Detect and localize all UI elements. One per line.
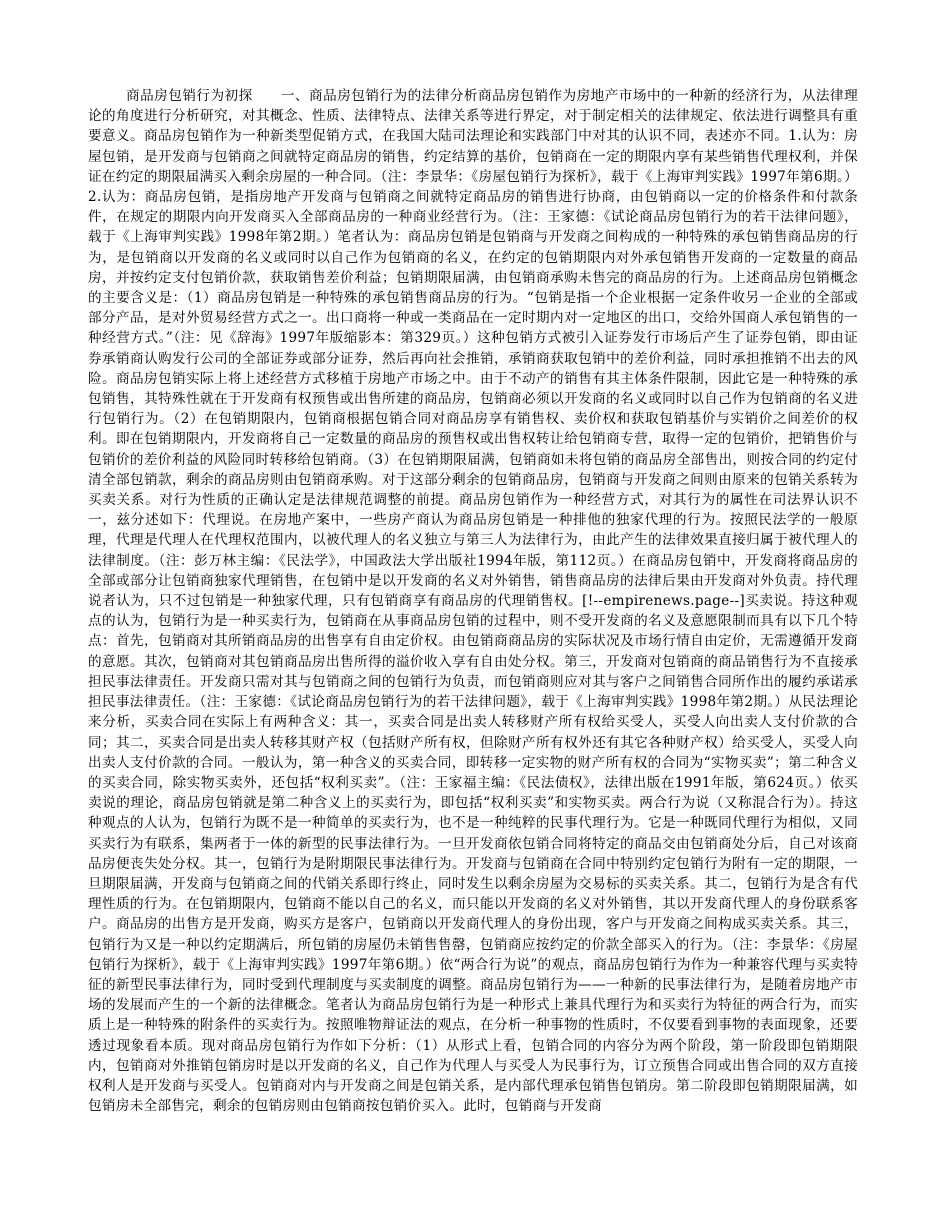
article-text: 商品房包销行为初探 一、商品房包销行为的法律分析商品房包销作为房地产市场中的一种新的经济行为，从法律理论的角度进行分析研究，对其概念、性质、法律特点、法律关系等进行界定，对于制定相关的法律规定、依法进行调整具有重要意义。商品房包销作为一种新类型促销方式，在我国大陆司法理论和实践部门中对其的认识不同，表述亦不同。1.认为：房屋包销，是开发商与包销商之间就特定商品房的销售，约定结算的基价，包销商在一定的期限内享有某些销售代理权利，并保证在约定的期限届满买入剩余房屋的一种合同。（注：李景华：《房屋包销行为探析》，载于《上海审判实践》1997年第6期。）2.认为：商品房包销，是指房地产开发商与包销商之间就特定商品房的销售进行协商，由包销商以一定的价格条件和付款条件，在规定的期限内向开发商买入全部商品房的一种商业经营行为。（注：王家德：《试论商品房包销行为的若干法律问题》，载于《上海审判实践》1998年第2期。）笔者认为：商品房包销是包销商与开发商之间构成的一种特殊的承包销售商品房的行为，是包销商以开发商的名义或同时以自己作为包销商的名义，在约定的包销期限内对外承包销售开发商的一定数量的商品房，并按约定支付包销价款，获取销售差价利益；包销期限届满，由包销商承购未售完的商品房的行为。上述商品房包销概念的主要含义是：（1）商品房包销是一种特殊的承包销售商品房的行为。“包销是指一个企业根据一定条件收另一企业的全部或部分产品，是对外贸易经营方式之一。出口商将一种或一类商品在一定时期内对一定地区的出口，交给外国商人承包销售的一种经营方式。”（注：见《辞海》1997年版缩影本：第329页。）这种包销方式被引入证券发行市场后产生了证券包销，即由证券承销商认购发行公司的全部证券或部分证券，然后再向社会推销，承销商获取包销中的差价利益，同时承担推销不出去的风险。商品房包销实际上将上述经营方式移植于房地产市场之中。由于不动产的销售有其主体条件限制，因此它是一种特殊的承包销售，其特殊性就在于开发商有权预售或出售所建的商品房，包销商必须以开发商的名义或同时以自己作为包销商的名义进行包销行为。（2）在包销期限内，包销商根据包销合同对商品房享有销售权、卖价权和获取包销基价与实销价之间差价的权利。即在包销期限内，开发商将自己一定数量的商品房的预售权或出售权转让给包销商专营，取得一定的包销价，把销售价与包销价的差价利益的风险同时转移给包销商。（3）在包销期限届满，包销商如未将包销的商品房全部售出，则按合同的约定付清全部包销款，剩余的商品房则由包销商承购。对于这部分剩余的包销商品房，包销商与开发商之间则由原来的包销关系转为买卖关系。对行为性质的正确认定是法律规范调整的前提。商品房包销作为一种经营方式，对其行为的属性在司法界认识不一，兹分述如下：代理说。在房地产案中，一些房产商认为商品房包销是一种排他的独家代理的行为。按照民法学的一般原理，代理是代理人在代理权范围内，以被代理人的名义独立与第三人为法律行为，由此产生的法律效果直接归属于被代理人的法律制度。（注：彭万林主编：《民法学》，中国政法大学出版社1994年版，第112页。）在商品房包销中，开发商将商品房的全部或部分让包销商独家代理销售，在包销中是以开发商的名义对外销售，销售商品房的法律后果由开发商对外负责。持代理说者认为，只不过包销是一种独家代理，只有包销商享有商品房的代理销售权。[!--empirenews.page--]买卖说。持这种观点的认为，包销行为是一种买卖行为，包销商在从事商品房包销的过程中，则不受开发商的名义及意愿限制而具有以下几个特点：首先，包销商对其所销商品房的出售享有自由定价权。由包销商商品房的实际状况及市场行情自由定价，无需遵循开发商的意愿。其次，包销商对其包销商品房出售所得的溢价收入享有自由处分权。第三，开发商对包销商的商品销售行为不直接承担民事法律责任。开发商只需对其与包销商之间的包销行为负责，而包销商则应对其与客户之间销售合同所作出的履约承诺承担民事法律责任。（注：王家德：《试论商品房包销行为的若干法律问题》，载于《上海审判实践》1998年第2期。）从民法理论来分析，买卖合同在实际上有两种含义：其一，买卖合同是出卖人转移财产所有权给买受人，买受人向出卖人支付价款的合同；其二，买卖合同是出卖人转移其财产权（包括财产所有权，但除财产所有权外还有其它各种财产权）给买受人，买受人向出卖人支付价款的合同。一般认为，第一种含义的买卖合同，即转移一定实物的财产所有权的合同为“实物买卖”；第二种含义的买卖合同，除实物买卖外，还包括“权利买卖”。（注：王家福主编：《民法债权》，法律出版在1991年版，第624页。）依买卖说的理论，商品房包销就是第二种含义上的买卖行为，即包括“权利买卖”和实物买卖。两合行为说（又称混合行为）。持这种观点的人认为，包销行为既不是一种简单的买卖行为，也不是一种纯粹的民事代理行为。它是一种既同代理行为相似，又同买卖行为有联系，集两者于一体的新型的民事法律行为。一旦开发商依包销合同将特定的商品交由包销商处分后，自己对该商品房便丧失处分权。其一，包销行为是附期限民事法律行为。开发商与包销商在合同中特别约定包销行为附有一定的期限，一旦期限届满，开发商与包销商之间的代销关系即行终止，同时发生以剩余房屋为交易标的买卖关系。其二，包销行为是含有代理性质的行为。在包销期限内，包销商不能以自己的名义，而只能以开发商的名义对外销售，其以开发商代理人的身份联系客户。商品房的出售方是开发商，购买方是客户，包销商以开发商代理人的身份出现，客户与开发商之间构成买卖关系。其三，包销行为又是一种以约定期满后，所包销的房屋仍未销售售罄，包销商应按约定的价款全部买入的行为。（注：李景华：《房屋包销行为探析》，载于《上海审判实践》1997年第6期。）依“两合行为说”的观点，商品房包销行为作为一种兼容代理与买卖特征的新型民事法律行为，同时受到代理制度与买卖制度的调整。商品房包销行为——一种新的民事法律行为，是随着房地产市场的发展而产生的一个新的法律概念。笔者认为商品房包销行为是一种形式上兼具代理行为和买卖行为特征的两合行为，而实质上是一种特殊的附条件的买卖行为。按照唯物辩证法的观点，在分析一种事物的性质时，不仅要看到事物的表面现象，还要透过现象看本质。现对商品房包销行为作如下分析：（1）从形式上看，包销合同的内容分为两个阶段，第一阶段即包销期限内，包销商对外推销包销房时是以开发商的名义，自己作为代理人与买受人为民事行为，订立预售合同或出售合同的双方直接权利人是开发商与买受人。包销商对内与开发商之间是包销关系，是内部代理承包销售包销房。第二阶段即包销期限届满，如包销房未全部售完，剩余的包销房则由包销商按包销价买入。此时，包销商与开发商	[88, 88, 858, 1115]
document-body	[88, 86, 858, 1196]
